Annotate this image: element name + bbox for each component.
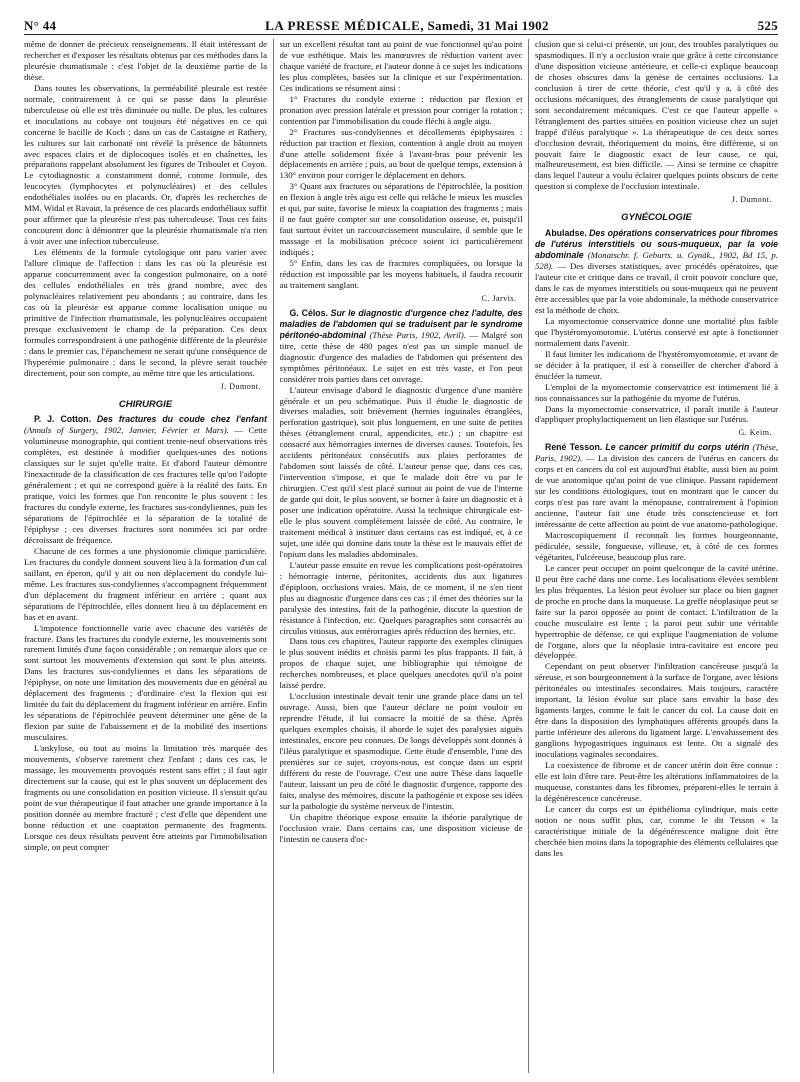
paragraph: L'impotence fonctionnelle varie avec chacune des variétés de fracture. Dans les fractures du condyle externe, les mouvements sont rarement limités d'une façon considérable ; on remarque alors que ce sont surtout les mouvements d'extension qui sont le plus atteints. Dans les fractures sus-condyliennes et dans les séparations de l'épiphyse, on note une limitation des mouvements due en général au déplacement des fragments ; d'ordinaire c'est la flexion qui est limitée du fait du déplacement du fragment inférieur en arrière. Enfin les séparations de l'épitrochlée peuvent déterminer une gêne de la flexion par suite de l'abaissement et de la mobilité des insertions musculaires. xyxy=(24,622,267,743)
review-entry xyxy=(24,414,267,545)
paragraph: 1° Fractures du condyle externe : réduction par flexion et pronation avec pression latérale et pression pour corriger la rotation ; contention par l'immobilisation du coude fléchi à angle aigu. xyxy=(279,93,523,126)
review-source: (Thèse Paris, 1902, Avril). xyxy=(369,329,466,340)
paragraph: Dans la myomectomie conservatrice, il paraît inutile à l'auteur d'appliquer prophylactiquement un lien élastique sur l'utérus. xyxy=(535,403,778,425)
review-title: Des fractures du coude chez l'enfant xyxy=(96,414,267,425)
review-title: Des opérations conservatrices pour fibromes de l'utérus interstitiels ou sous-muqueux, par la voie abdominale xyxy=(535,228,778,261)
review-source: (Annals of Surgery, 1902, Janvier, Février et Mars). xyxy=(24,425,229,436)
review-body: — La division des cancers de l'utérus en cancers du corps et en cancers du col est aujourd'hui établie, aussi bien au point de vue anatomique qu'au point de vue clinique. Passant rapidement sur les conditions étiologiques, tout en montrant que le cancer du corps n'est pas rare avant la ménopause, contrairement à l'opinion ancienne, l'auteur fait une étude très consciencieuse et fort intéressante de cette affection au point de vue anatomo-pathologique. xyxy=(535,453,778,530)
issue-number: N° 44 xyxy=(24,18,57,33)
text-columns xyxy=(24,39,778,1073)
paragraph: Un chapitre théorique expose ensuite la théorie paralytique de l'occlusion vraie. Dans certains cas, une disposition vicieuse de l'intestin ne causera d'oc- xyxy=(279,811,523,844)
paragraph: Dans toutes les observations, la perméabilité pleurale est restée normale, contrairement à ce qui se passe dans la pleurésie tuberculeuse où elle est très diminuée ou nulle. De plus, les cultures et inoculations au cobaye ont toujours été négatives en ce qui concerne le bacille de Koch ; dans un cas de Castaigne et Rathery, les cultures sur lait carbonaté ont révélé la présence de bâtonnets avec espaces clairs et de diplocoques isolés et en chaînettes, les préparations rappelant absolument les figures de Triboulet et Coyon. Le cytodiagnostic a constamment donné, comme formule, des leucocytes (lymphocytes et polynucléaires) et des cellules endothéliales isolées ou en placards. Or, d'après les recherches de MM. Widal et Ravaut, la présence de ces placards endothéliaux suffit pour affirmer que la pleurésie n'est pas tuberculeuse. Tous ces faits concourent donc à démontrer que la pleurésie rhumatismale n'a rien à voir avec une infection tuberculeuse. xyxy=(24,82,267,247)
journal-page xyxy=(24,10,778,1076)
column-divider xyxy=(273,39,274,1073)
column-divider xyxy=(528,39,529,1073)
column-2 xyxy=(280,39,523,1073)
paragraph: La myomectomie conservatrice donne une mortalité plus faible que l'hystéromyomotomie. L'utérus conservé est apte à fonctionner normalement dans l'avenir. xyxy=(535,315,778,348)
publication-name: LA PRESSE MÉDICALE xyxy=(265,18,421,33)
review-body: — Des diverses statistiques, avec procédés opératoires, que l'auteur cite et critique dans ce travail, il croit pouvoir conclure que, dans le cas de myomes interstitiels ou sous-muqueux qui ne peuvent être accessibles que par la voie abdominale, la méthode conservatrice est la méthode de choix. xyxy=(535,261,778,315)
author-signature: C. Jarvis. xyxy=(481,293,517,303)
column-1 xyxy=(24,39,267,1073)
page-number: 525 xyxy=(757,18,778,33)
section-heading-gynecologie: GYNÉCOLOGIE xyxy=(621,212,692,224)
author-signature: J. Dumont. xyxy=(731,195,772,205)
author-signature: J. Dumont. xyxy=(220,381,261,391)
paragraph: 3° Quant aux fractures ou séparations de l'épitrochlée, la position en flexion à angle très aigu est celle qui relâche le mieux les muscles et qui, par suite, favorise le mieux la coaptation des fragments ; mais il ne faut guère compter sur une consolidation osseuse, et, puisqu'il faut surtout éviter un raccourcissement musculaire, il semble que le massage et la mobilisation précoce soient ici particulièrement indiqués ; xyxy=(279,181,523,258)
review-author: Abuladse. xyxy=(545,228,587,239)
review-body: — Malgré son titre, cette thèse de 480 pages n'est pas un simple manuel de diagnostic d'urgence des maladies de l'abdomen qui présentent des symptômes péritonéaux. Le sujet en est très vaste, et l'on peut considérer trois parties dans cet ouvrage. xyxy=(279,329,523,384)
review-source: (Monatschr. f. Geburts. u. Gynäk., 1902, Bd 15, p. 528). xyxy=(535,250,778,272)
issue-date: Samedi, 31 Mai 1902 xyxy=(427,18,549,33)
author-signature: G. Keim. xyxy=(738,428,772,438)
paragraph: La coexistence de fibrome et de cancer utérin doit être connue : elle est loin d'être rare. Peut-être les altérations inflammatoires de la muqueuse, constantes dans les fibromes, préparent-elles le terrain à la dégénérescence cancéreuse. xyxy=(535,760,778,803)
section-heading-chirurgie: CHIRURGIE xyxy=(118,398,173,410)
paragraph: L'auteur envisage d'abord le diagnostic d'urgence d'une manière générale et un peu schématique. Puis il étudie le diagnostic de diverses maladies, soit brièvement (hernies inguinales étranglées, perforation gastrique), soit plus longuement, en une suite de petites thèses (étranglement crural, appendicites, etc.) ; un chapitre est consacré aux hémorragies internes de diverses causes. Toutefois, les accidents péritonéaux consécutifs aux plaies perforantes de l'abdomen sont laissés de côté. L'auteur pense que, dans ces cas, l'intervention s'impose, et que le malade doit être vu par le chirurgien. C'est qu'il s'est placé surtout au point de vue de l'interne de garde qui doit, le plus souvent, se borner à faire un diagnostic et à poser une indication opératoire. Aussi la technique chirurgicale est-elle le plus souvent complètement laissée de côté. Au contraire, le traitement médical à instituer dans certains cas est indiqué, et, à ce sujet, une idée qui domine dans toute la thèse est le mauvais effet de l'opium dans les maladies abdominales. xyxy=(279,384,523,559)
review-title: Le cancer primitif du corps utérin xyxy=(605,442,750,453)
review-author: G. Célos. xyxy=(289,307,328,318)
paragraph: Il faut limiter les indications de l'hystéromyomotomie, et avant de se décider à la pratiquer, il est à conseiller de chercher d'abord à énucléer la tumeur. xyxy=(535,348,778,381)
masthead-title: LA PRESSE MÉDICALE, Samedi, 31 Mai 1902 xyxy=(265,18,549,33)
review-entry xyxy=(280,308,523,385)
review-body: — Cette volumineuse monographie, qui contient trente-neuf observations très complètes, est destinée à modifier quelques-unes des notions classiques sur le sujet qu'elle traite. Et d'abord l'auteur démontre l'inexactitude de la classification de ces fractures telle qu'on l'adopte généralement ; et qui ne correspond guère à la réalité des faits. En pratique, voici les formes que l'on rencontre le plus souvent : les fractures du condyle externe, les fractures sus-condyliennes, puis les séparations de l'épitrochlée et la séparation de la totalité de l'épiphyse ; ces diverses fractures sont nommées ici par ordre décroissant de fréquence. xyxy=(24,425,267,545)
paragraph: 2° Fractures sus-condyliennes et décollements épiphysaires : réduction par traction et flexion, contention à angle droit au moyen d'une attelle solidement fixée à l'avant-bras pour prévenir les déplacements en arrière ; puis, au bout de quelque temps, extension à 130° environ pour corriger le déplacement en dehors. xyxy=(279,126,523,181)
paragraph: Cependant on peut observer l'infiltration cancéreuse jusqu'à la séreuse, et son bourgeonnement à la surface de l'organe, avec lésions péritonéales ou intestinales secondaires. Mais toujours, caractère important, la lésion évolue sur place sans envahir la base des ligaments larges, comme le fait le cancer du col. La cause doit en être dans la disposition des lymphatiques afférents groupés dans la partie inférieure des ailerons du ligament large. L'envahissement des ganglions hypogastriques inguinaux est lente. On a signalé des inoculations vaginales secondaires. xyxy=(535,661,778,760)
paragraph: Le cancer peut occuper un point quelconque de la cavité utérine. Il peut être caché dans une corne. Les localisations élevées semblent les plus fréquentes. La lésion peut évoluer sur place ou bien gagner de proche en proche dans la muqueuse. La greffe néoplasique peut se faire sur la paroi opposée au point de contact. L'infiltration de la couche musculaire est lente ; la paroi peut subir une véritable hypertrophie de défense, ce qui explique l'augmentation de volume de l'organe, alors que la néoplasie intra-cavitaire est encore peu développée. xyxy=(535,562,778,661)
masthead xyxy=(24,10,778,35)
review-entry xyxy=(535,442,778,530)
review-source: (Thèse, Paris, 1902). xyxy=(535,442,778,464)
paragraph: L'occlusion intestinale devait tenir une grande place dans un tel ouvrage. Aussi, bien que l'auteur déclare ne point vouloir en reprendre l'étude, il lui consacre la moitié de sa thèse. Après quelques exemples choisis, il aborde le sujet des paralysies aiguës intestinales, encore peu connues. De longs développés sont donnés à l'iléus paralytique et spasmodique. Cette étude d'ensemble, l'une des premières sur ce sujet, croyons-nous, est conçue dans un esprit différent du reste de l'ouvrage. C'est une autre Thèse dans laquelle l'auteur, laissant un peu de côté le diagnostic d'urgence, rapporte des faits, analyse des mémoires, discute la pathogénie et expose ses idées sur la pathologie du système nerveux de l'intestin. xyxy=(279,691,523,811)
paragraph: Le cancer du corps est un épithélioma cylindrique, mais cette notion ne nous suffit plus, car, comme le dit Tesson « la caractéristique initiale de la dégénérescence maligne doit être cherchée bien moins dans la topographie des éléments cellulaires que dans les xyxy=(535,803,778,858)
paragraph: Macroscopiquement il reconnaît les formes bourgeonnante, pédiculée, sessile, fongueuse, villeuse, et, à côté de ces formes végétantes, l'ulcéreuse, beaucoup plus rare. xyxy=(535,529,778,562)
paragraph: même de donner de précieux renseignements. Il était intéressant de rechercher et d'exposer les résultats obtenus par ces méthodes dans la pleurésie rhumatismale : c'est l'objet de la deuxième partie de la thèse. xyxy=(24,39,267,82)
review-author: P. J. Cotton. xyxy=(34,414,92,425)
paragraph: 5° Enfin, dans les cas de fractures compliquées, ou lorsque la réduction est impossible par les moyens habituels, il faudra recourir au traitement sanglant. xyxy=(279,258,523,290)
paragraph: L'ankylose, ou tout au moins la limitation très marquée des mouvements, s'observe rarement chez l'enfant ; dans ces cas, le massage, les mouvements provoqués restent sans effet ; il faut agir directement sur la cause, qui est le plus souvent un déplacement des fragments ou une consolidation en position vicieuse. Il s'ensuit qu'au point de vue thérapeutique il faut attacher une grande importance à la position donnée au membre fracturé ; c'est d'elle que dépendent une bonne réduction et une coaptation permanente des fragments. Lorsque ces deux résultats peuvent être atteints par l'immobilisation simple, on peut compter xyxy=(24,743,267,852)
paragraph: L'auteur passe ensuite en revue les complications post-opératoires : hémorragie interne, péritonites, accidents dus aux ligatures d'épiploon, occlusions vraies. Mais, de ce moment, il ne s'en tient plus au diagnostic d'urgence dans ces cas ; il émet des théories sur la paralysie des intestins, fait de la pathogénie, discute la question de résistance à l'infection, etc. Quelques paragraphes sont consacrés au circulus vitiosus, aux entérorragies après réduction des hernies, etc. xyxy=(279,559,523,636)
review-title: Sur le diagnostic d'urgence chez l'adulte, des maladies de l'abdomen qui se traduisent par le syndrome péritonéo-abdominal xyxy=(279,307,523,340)
review-author: René Tesson. xyxy=(545,442,603,453)
paragraph: sur un excellent résultat tant au point de vue fonctionnel qu'au point de vue esthétique. Mais les manœuvres de réduction varient avec chaque variété de fracture, et l'auteur donne à ce sujet les indications les plus complètes, basées sur la clinique et sur l'expérimentation. Ces indications se résument ainsi : xyxy=(279,39,523,93)
paragraph: Dans tous ces chapitres, l'auteur rapporte des exemples cliniques le plus souvent inédits et choisis parmi les plus frappants. Il fait, à propos de chaque sujet, une bibliographie qui témoigne de recherches nombreuses, et place quelques anecdotes qu'il n'a point laissé perdre. xyxy=(279,636,523,691)
paragraph: L'emploi de la myomectomie conservatrice est intimement lié à nos connaissances sur la pathogénie du myome de l'utérus. xyxy=(535,381,778,403)
review-entry xyxy=(535,228,778,316)
paragraph: Chacune de ces formes a une physionomie clinique particulière. Les fractures du condyle donnent souvent lieu à la formation d'un cal saillant, en éperon, qu'il y ait ou non déplacement du condyle lui-même. Les fractures sus-condyliennes s'accompagnent fréquemment d'un déplacement du fragment inférieur en arrière ; quant aux séparations de l'épitrochlée, elles donnent lieu à un déplacement en bas et en avant. xyxy=(24,545,267,622)
column-3 xyxy=(535,39,778,1073)
paragraph: Les éléments de la formule cytologique ont paru varier avec l'allure clinique de l'affection : dans les cas où la pleurésie est apparue concurremment avec la congestion pulmonaire, on a noté des cellules endothéliales en très grand nombre, avec des polynucléaires relativement peu abondants ; au contraire, dans les cas où la pleurésie est apparue comme localisation unique ou primitive de l'infection rhumatismale, les polynucléaires occupaient presque exclusivement le champ de la préparation. Ces deux formules correspondraient à une pathogénie différente de la pleurésie : dans le premier cas, l'épanchement ne serait qu'une conséquence de l'hyperémie pulmonaire ; dans le second, la plèvre serait touchée directement, pour son compte, au même titre que les articulations. xyxy=(24,247,267,378)
paragraph: clusion que si celui-ci présente, un jour, des troubles paralytiques ou spasmodiques. Il n'y a occlusion vraie que grâce à cette circonstance d'une disposition vicieuse antérieure, et celle-ci explique beaucoup de choses obscures dans la genèse de certaines occlusions. La conclusion à tirer de cette théorie, c'est qu'il y a, à côté des occlusions mécaniques, des étranglements de cause paralytique qui sont secondairement mécaniques. C'est ce que l'auteur appelle « l'étranglement des parties situées en position vicieuse chez un sujet frappé d'iléus paralytique ». La thérapeutique de ces deux sortes d'occlusion devrait, théoriquement du moins, être différente, si on pouvait faire le diagnostic exact de leur cause, ce qui, malheureusement, est bien difficile. — Ainsi se termine ce chapitre dans lequel l'auteur a voulu éclairer quelques points obscurs de cette question si complexe de l'occlusion intestinale. xyxy=(535,39,778,192)
